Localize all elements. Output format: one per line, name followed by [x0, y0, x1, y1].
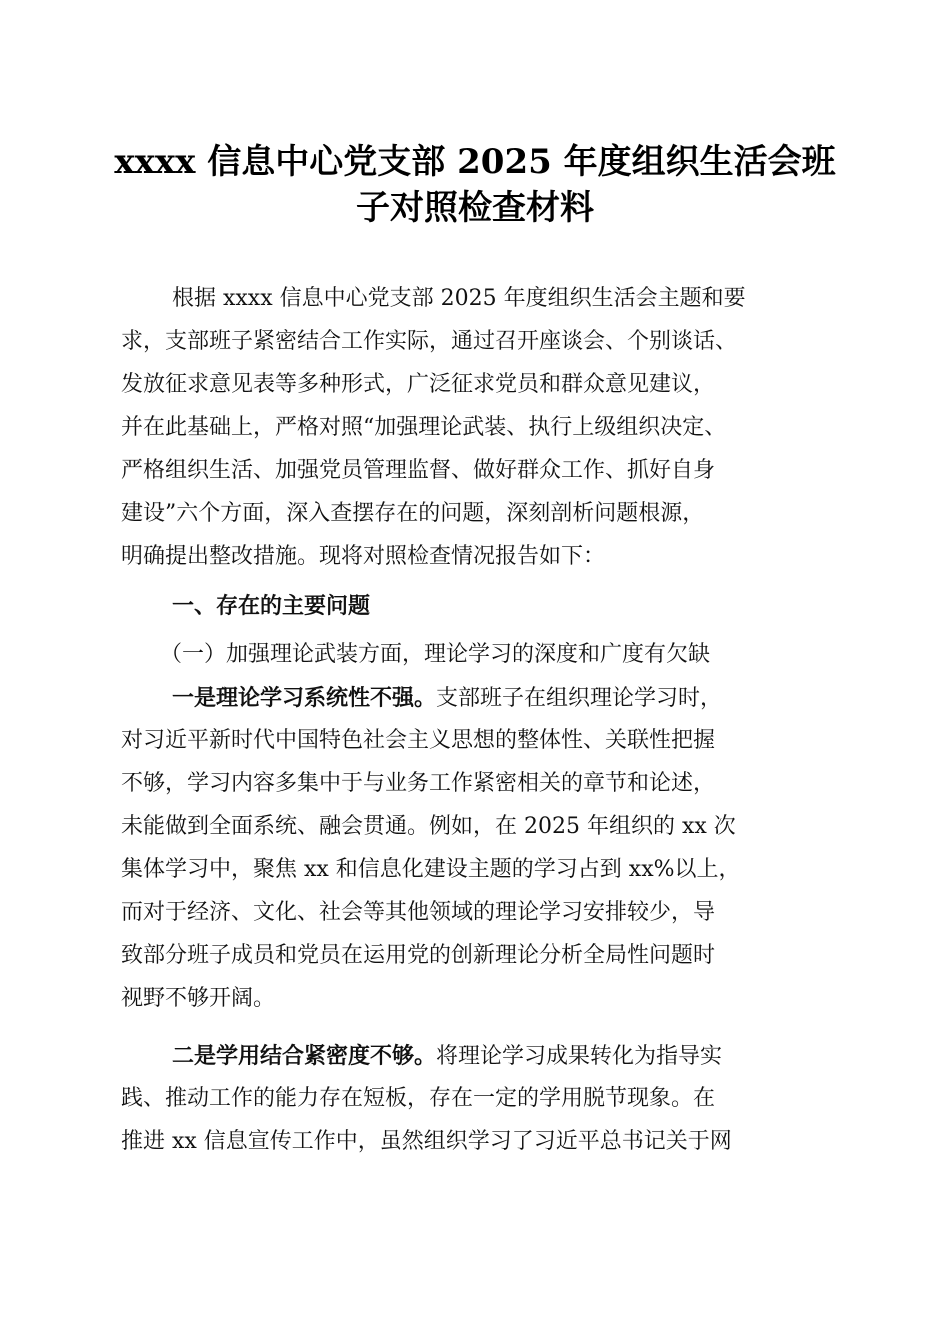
intro-line: 求，支部班子紧密结合工作实际，通过召开座谈会、个别谈话、: [121, 329, 738, 354]
point-2-line: 践、推动工作的能力存在短板，存在一定的学用脱节现象。在: [121, 1086, 716, 1111]
point-1-line: 不够，学习内容多集中于与业务工作紧密相关的章节和论述，: [121, 771, 716, 796]
point-1-line: 未能做到全面系统、融会贯通。例如，在 2025 年组织的 xx 次: [121, 814, 736, 839]
document-title-line-1: xxxx 信息中心党支部 2025 年度组织生活会班: [114, 142, 836, 182]
point-2-lead: 二是学用结合紧密度不够。: [172, 1043, 437, 1069]
subsection-heading: （一）加强理论武装方面，理论学习的深度和广度有欠缺: [160, 642, 711, 667]
point-1-line: 视野不够开阔。: [121, 986, 276, 1011]
point-1-line: 致部分班子成员和党员在运用党的创新理论分析全局性问题时: [121, 943, 716, 968]
document-title-line-2: 子对照检查材料: [356, 188, 594, 228]
intro-line: 明确提出整改措施。现将对照检查情况报告如下：: [121, 544, 606, 569]
point-2-first-line: [172, 1041, 722, 1071]
intro-line: 发放征求意见表等多种形式，广泛征求党员和群众意见建议，: [121, 372, 716, 397]
point-2-first-rest: 将理论学习成果转化为指导实: [436, 1044, 723, 1069]
point-1-first-rest: 支部班子在组织理论学习时，: [436, 686, 723, 711]
section-heading: 一、存在的主要问题: [172, 594, 371, 619]
point-1-line: 对习近平新时代中国特色社会主义思想的整体性、关联性把握: [121, 728, 716, 753]
point-1-line: 而对于经济、文化、社会等其他领域的理论学习安排较少，导: [121, 900, 716, 925]
point-1-first-line: [172, 683, 722, 713]
point-2-line: 推进 xx 信息宣传工作中，虽然组织学习了习近平总书记关于网: [121, 1129, 732, 1154]
intro-line: 并在此基础上，严格对照“加强理论武装、执行上级组织决定、: [121, 415, 727, 440]
intro-line: 严格组织生活、加强党员管理监督、做好群众工作、抓好自身: [121, 458, 716, 483]
point-1-line: 集体学习中，聚焦 xx 和信息化建设主题的学习占到 xx%以上，: [121, 857, 741, 882]
intro-line: 建设”六个方面，深入查摆存在的问题，深刻剖析问题根源，: [121, 501, 705, 526]
intro-line: 根据 xxxx 信息中心党支部 2025 年度组织生活会主题和要: [172, 286, 746, 311]
point-1-lead: 一是理论学习系统性不强。: [172, 685, 437, 711]
